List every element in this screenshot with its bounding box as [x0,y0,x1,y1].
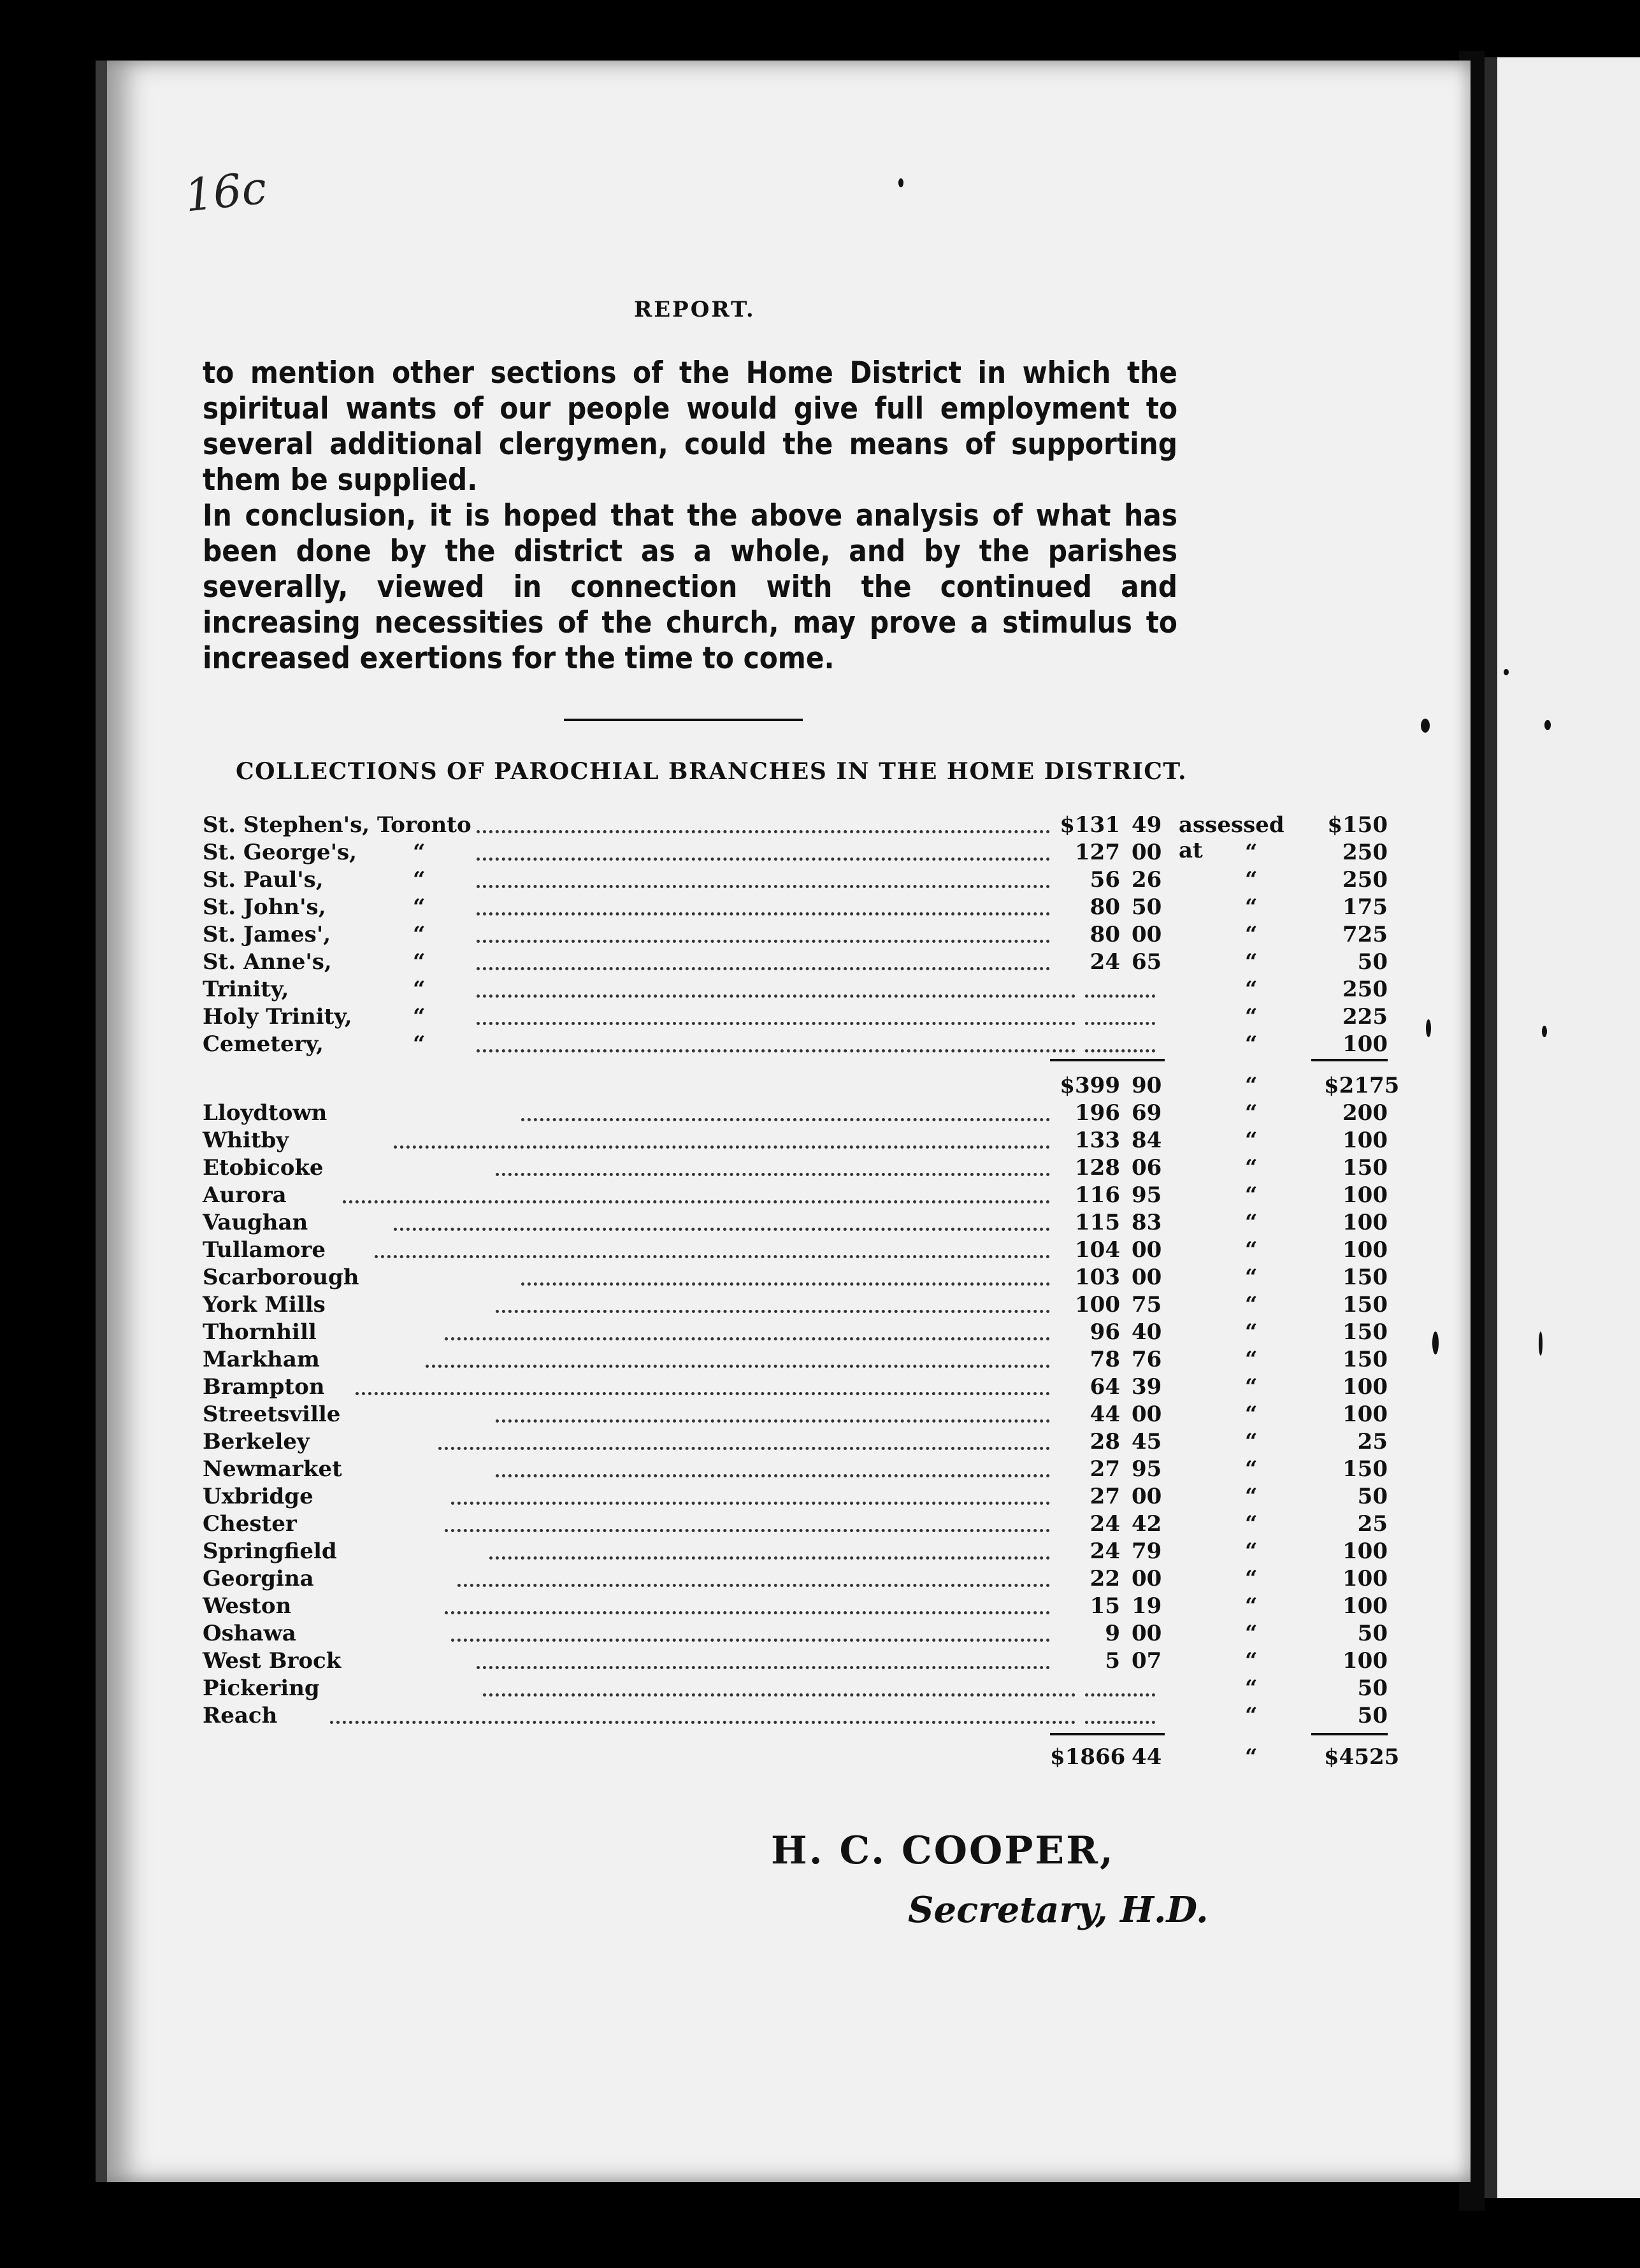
assessed-amount: 100 [1342,1182,1388,1208]
amount-cents: 83 [1132,1210,1162,1235]
amount-dollars: 80 [1090,894,1120,920]
total-row [203,1744,1400,1772]
ditto-mark: “ [1245,1429,1258,1454]
ditto-mark: “ [1245,1100,1258,1126]
parish-name: Whitby [203,1128,289,1153]
table-row [203,1566,1388,1593]
ditto-mark: “ [1245,1484,1258,1509]
dot-leader [477,967,1050,970]
amount-dollars: 196 [1075,1100,1120,1126]
ditto-mark: “ [413,922,426,947]
assessed-amount: 50 [1357,949,1388,975]
total-rules [203,1730,1184,1738]
amount-dollars: 5 [1105,1648,1120,1674]
parish-name: Streetsville [203,1402,341,1427]
table-row [203,1155,1388,1182]
amount-cents: 39 [1132,1374,1162,1400]
parish-name: St. Paul's, [203,867,324,893]
amount-dollars: 27 [1090,1456,1120,1482]
amount-cents: 45 [1132,1429,1162,1454]
table-row [203,1347,1388,1374]
amount-dollars: $131 [1060,812,1120,838]
parish-name: Lloydtown [203,1100,327,1126]
amount-dollars: 64 [1090,1374,1120,1400]
ditto-mark: “ [1245,1566,1258,1591]
assessed-amount: 100 [1342,1593,1388,1619]
amount-blank [1085,1721,1155,1724]
amount-cents: 06 [1132,1155,1162,1181]
table-row [203,1031,1388,1059]
parish-name: Georgina [203,1566,314,1591]
table-row [203,1100,1388,1128]
parish-name: St. James', [203,922,331,947]
parish-name: St. George's, [203,840,357,865]
paragraph: In conclusion, it is hoped that the above analysis of what has been done by the district as a whole, and by the parishes severally, viewed in connection with the continued and increasing necessities of the church, may prove a stimulus to increased exertions for the time to come. [203,498,1177,676]
print-speck [1432,1331,1439,1354]
amount-cents: 40 [1132,1319,1162,1345]
dot-leader [394,1145,1050,1149]
amount-cents: 00 [1132,840,1162,865]
assessed-amount: 100 [1342,1031,1388,1057]
dot-leader [375,1255,1050,1258]
parish-name: Reach [203,1703,278,1728]
dot-leader [496,1310,1050,1313]
ditto-mark: “ [1245,1292,1258,1317]
ditto-mark: “ [1245,1703,1258,1728]
amount-cents: 00 [1132,1237,1162,1263]
amount-cents: 00 [1132,1402,1162,1427]
dot-leader [483,1693,1075,1697]
amount-cents: 84 [1132,1128,1162,1153]
amount-cents: 00 [1132,1621,1162,1646]
ditto-mark: “ [1245,1128,1258,1153]
table-row [203,894,1388,922]
signature-title: Secretary, H.D. [908,1889,1209,1931]
parish-name: Uxbridge [203,1484,313,1509]
dot-leader [330,1721,1075,1724]
parish-name: Trinity, [203,977,289,1002]
table-row [203,1319,1388,1347]
parish-name: Springfield [203,1539,337,1564]
parish-name: Brampton [203,1374,325,1400]
sum-rule [1050,1059,1165,1061]
amount-dollars: 9 [1105,1621,1120,1646]
ditto-mark: “ [413,840,426,865]
amount-cents: 76 [1132,1347,1162,1372]
print-speck [898,178,903,187]
parish-name: St. Anne's, [203,949,332,975]
amount-cents: 00 [1132,1484,1162,1509]
parish-name: Scarborough [203,1265,359,1290]
assessed-amount: 150 [1342,1292,1388,1317]
assessed-amount: 150 [1342,1265,1388,1290]
parish-name: Chester [203,1511,297,1537]
amount-cents: 42 [1132,1511,1162,1537]
assessed-amount: 175 [1342,894,1388,920]
ditto-mark: “ [1245,1182,1258,1208]
assessed-amount: 150 [1342,1456,1388,1482]
assessed-amount: 25 [1357,1511,1388,1537]
dot-leader [521,1118,1050,1121]
ditto-mark: “ [1245,840,1258,865]
assessed-amount: 100 [1342,1374,1388,1400]
table-row [203,1621,1388,1648]
print-speck [1504,669,1509,675]
amount-dollars: 24 [1090,949,1120,975]
table-row [203,1182,1388,1210]
amount-cents: 00 [1132,922,1162,947]
assessed-amount: 100 [1342,1648,1388,1674]
print-speck [1426,1019,1431,1037]
parish-name: Thornhill [203,1319,317,1345]
amount-cents: 00 [1132,1566,1162,1591]
table-row [203,867,1388,894]
table-row [203,1374,1388,1402]
assessed-amount: 25 [1357,1429,1388,1454]
parish-name: York Mills [203,1292,326,1317]
amount-cents: 26 [1132,867,1162,893]
ditto-mark: “ [413,1031,426,1057]
total-rules [203,1059,1184,1066]
amount-cents: 49 [1132,812,1162,838]
assessed-amount: 200 [1342,1100,1388,1126]
assessed-amount: 50 [1357,1703,1388,1728]
table-row [203,1593,1388,1621]
table-row [203,1292,1388,1319]
assessed-amount: 50 [1357,1484,1388,1509]
print-speck [1544,720,1551,730]
assessed-amount: 100 [1342,1566,1388,1591]
print-speck [1542,1026,1547,1037]
ditto-mark: “ [1245,1265,1258,1290]
ditto-mark: “ [1245,867,1258,893]
ditto-mark: “ [413,977,426,1002]
ditto-mark: “ [413,1004,426,1030]
table-row [203,1648,1388,1676]
print-speck [1421,719,1430,733]
assessed-amount: 225 [1342,1004,1388,1030]
amount-cents: 79 [1132,1539,1162,1564]
table-row [203,1676,1388,1703]
assessed-amount: 50 [1357,1676,1388,1701]
assessed-amount: 150 [1342,1155,1388,1181]
total-dollars: $1866 [1050,1744,1126,1770]
ditto-mark: “ [413,949,426,975]
parish-name: Markham [203,1347,320,1372]
dot-leader [477,1049,1075,1052]
amount-dollars: 115 [1075,1210,1120,1235]
dot-leader [496,1419,1050,1423]
amount-cents: 50 [1132,894,1162,920]
dot-leader [445,1611,1050,1614]
dot-leader [477,940,1050,943]
dot-leader [451,1502,1050,1505]
signature-name: H. C. COOPER, [771,1828,1115,1873]
amount-dollars: 104 [1075,1237,1120,1263]
table-row [203,977,1388,1004]
sum-rule [1311,1733,1388,1735]
facing-page-edge [1485,57,1640,2198]
assessed-amount: 100 [1342,1237,1388,1263]
ditto-mark: “ [1245,1539,1258,1564]
amount-dollars: 103 [1075,1265,1120,1290]
dot-leader [438,1447,1050,1450]
assessed-amount: 250 [1342,867,1388,893]
assessed-amount: 150 [1342,1319,1388,1345]
amount-blank [1085,994,1155,998]
dot-leader [496,1474,1050,1477]
table-row [203,1128,1388,1155]
amount-cents: 95 [1132,1182,1162,1208]
ditto-mark: “ [1245,1210,1258,1235]
assessed-amount: 100 [1342,1402,1388,1427]
table-row [203,1703,1388,1730]
table-row [203,1511,1388,1539]
amount-blank [1085,1693,1155,1697]
ditto-mark: “ [1245,1744,1258,1770]
table-title: COLLECTIONS OF PAROCHIAL BRANCHES IN THE HOME DISTRICT. [236,758,1188,785]
amount-dollars: 44 [1090,1402,1120,1427]
parish-name: Newmarket [203,1456,342,1482]
section-divider [564,719,803,721]
parish-name: St. John's, [203,894,326,920]
parish-name: West Brock [203,1648,342,1674]
parish-name: St. Stephen's, Toronto [203,812,471,838]
dot-leader [477,858,1050,861]
parish-name: Etobicoke [203,1155,324,1181]
assessed-amount: 150 [1342,1347,1388,1372]
parish-name: Vaughan [203,1210,308,1235]
handwritten-page-note: 16c [182,161,270,222]
ditto-mark: “ [1245,1004,1258,1030]
dot-leader [451,1639,1050,1642]
ditto-mark: “ [1245,1676,1258,1701]
dot-leader [394,1228,1050,1231]
dot-leader [477,912,1050,915]
table-row [203,1402,1388,1429]
amount-blank [1085,1049,1155,1052]
ditto-mark: “ [1245,1155,1258,1181]
amount-dollars: 15 [1090,1593,1120,1619]
amount-dollars: 96 [1090,1319,1120,1345]
amount-cents: 00 [1132,1265,1162,1290]
assessed-amount: 725 [1342,922,1388,947]
assessed-amount: 100 [1342,1210,1388,1235]
dot-leader [496,1173,1050,1176]
dot-leader [445,1529,1050,1532]
dot-leader [477,1022,1075,1025]
ditto-mark: “ [1245,1511,1258,1537]
sum-rule [1311,1059,1388,1061]
dot-leader [445,1337,1050,1340]
ditto-mark: “ [1245,1073,1258,1098]
ditto-mark: “ [1245,1031,1258,1057]
paragraph: to mention other sections of the Home District in which the spiritual wants of our people would give full employment to several additional clergymen, could the means of supporting them be supplied. [203,355,1177,498]
parish-name: Weston [203,1593,292,1619]
amount-dollars: 80 [1090,922,1120,947]
ditto-mark: “ [1245,1237,1258,1263]
ditto-mark: “ [1245,1593,1258,1619]
ditto-mark: “ [1245,977,1258,1002]
ditto-mark: “ [1245,949,1258,975]
ditto-mark: “ [1245,1319,1258,1345]
dot-leader [457,1584,1050,1587]
dot-leader [477,1666,1050,1669]
parish-name: Oshawa [203,1621,296,1646]
ditto-mark: “ [1245,1402,1258,1427]
amount-cents: 69 [1132,1100,1162,1126]
table-row [203,949,1388,977]
assessed-label: assessed at [1179,812,1284,863]
amount-dollars: 116 [1075,1182,1120,1208]
amount-dollars: 78 [1090,1347,1120,1372]
total-assessed: $2175 [1324,1073,1400,1098]
ditto-mark: “ [1245,1648,1258,1674]
parish-name: Cemetery, [203,1031,324,1057]
amount-dollars: 133 [1075,1128,1120,1153]
assessed-amount: $150 [1327,812,1388,838]
amount-dollars: 24 [1090,1539,1120,1564]
dot-leader [489,1556,1050,1560]
table-row [203,1265,1388,1292]
total-dollars: $399 [1060,1073,1120,1098]
table-row [203,1004,1388,1031]
table-row [203,922,1388,949]
parish-name: Tullamore [203,1237,326,1263]
ditto-mark: “ [1245,1347,1258,1372]
amount-dollars: 56 [1090,867,1120,893]
amount-dollars: 24 [1090,1511,1120,1537]
ditto-mark: “ [1245,1456,1258,1482]
parish-name: Pickering [203,1676,320,1701]
sum-rule [1050,1733,1165,1735]
assessed-amount: 100 [1342,1539,1388,1564]
table-row [203,1210,1388,1237]
total-assessed: $4525 [1324,1744,1400,1770]
assessed-amount: 250 [1342,977,1388,1002]
ditto-mark: “ [1245,894,1258,920]
amount-dollars: 22 [1090,1566,1120,1591]
table-row [203,1237,1388,1265]
dot-leader [426,1365,1050,1368]
amount-cents: 07 [1132,1648,1162,1674]
amount-cents: 75 [1132,1292,1162,1317]
dot-leader [477,885,1050,888]
total-row [203,1073,1400,1100]
body-text [203,355,1177,677]
print-speck [1539,1331,1543,1356]
amount-dollars: 100 [1075,1292,1120,1317]
amount-cents: 65 [1132,949,1162,975]
assessed-amount: 250 [1342,840,1388,865]
dot-leader [521,1282,1050,1286]
amount-cents: 95 [1132,1456,1162,1482]
parish-name: Berkeley [203,1429,310,1454]
amount-dollars: 127 [1075,840,1120,865]
dot-leader [477,994,1075,998]
amount-dollars: 27 [1090,1484,1120,1509]
ditto-mark: “ [1245,1374,1258,1400]
parish-name: Holy Trinity, [203,1004,352,1030]
running-head: REPORT. [634,297,756,322]
amount-cents: 19 [1132,1593,1162,1619]
assessed-amount: 50 [1357,1621,1388,1646]
dot-leader [343,1200,1050,1203]
amount-dollars: 28 [1090,1429,1120,1454]
parish-name: Aurora [203,1182,287,1208]
ditto-mark: “ [1245,922,1258,947]
table-row [203,1456,1388,1484]
amount-dollars: 128 [1075,1155,1120,1181]
amount-blank [1085,1022,1155,1025]
dot-leader [356,1392,1050,1395]
ditto-mark: “ [413,867,426,893]
table-row [203,1429,1388,1456]
total-cents: 44 [1132,1744,1162,1770]
table-row [203,840,1388,867]
ditto-mark: “ [413,894,426,920]
dot-leader [477,830,1050,833]
total-cents: 90 [1132,1073,1162,1098]
collections-table [203,812,1400,1772]
table-row [203,1484,1388,1511]
ditto-mark: “ [1245,1621,1258,1646]
assessed-amount: 100 [1342,1128,1388,1153]
table-row [203,1539,1388,1566]
